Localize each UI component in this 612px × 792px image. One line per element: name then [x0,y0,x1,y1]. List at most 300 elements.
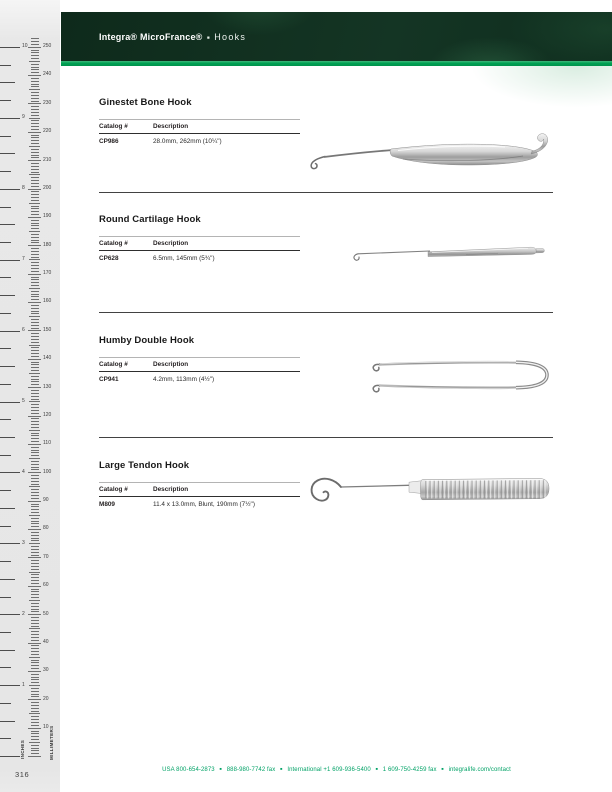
mm-tick [31,433,39,434]
mm-tick [31,535,39,536]
mm-tick [31,441,39,442]
mm-tick [31,67,39,68]
inch-tick [0,384,11,385]
mm-tick [31,469,39,470]
mm-tick [31,64,39,65]
description-cell: 11.4 x 13.0mm, Blunt, 190mm (7½") [153,500,255,508]
mm-tick [31,731,39,732]
mm-tick [31,296,39,297]
product-image-ginestet-bone-hook [303,121,561,183]
mm-tick [28,330,41,331]
mm-tick [31,157,39,158]
catalog-table [99,482,300,508]
mm-tick [31,526,39,527]
inch-tick [0,703,11,704]
mm-tick [31,242,39,243]
page-number: 316 [15,770,30,779]
mm-tick [31,137,39,138]
mm-label: 140 [43,355,52,362]
mm-tick [31,679,39,680]
mm-tick [31,277,39,278]
mm-tick [31,611,39,612]
catalog-table [99,357,300,383]
mm-tick [31,322,39,323]
mm-tick [31,452,39,453]
product-section-large-tendon-hook [99,460,309,508]
table-header-row [99,357,300,372]
mm-tick [31,384,39,385]
mm-tick [31,654,39,655]
inch-tick [0,738,11,739]
inch-label: 1 [22,681,25,688]
product-section-humby-double-hook [99,335,309,383]
mm-tick [29,515,40,516]
mm-tick [31,211,39,212]
mm-tick [31,336,39,337]
inch-tick [0,508,15,509]
inch-tick [0,171,11,172]
mm-tick [31,135,39,136]
mm-tick [31,711,39,712]
square-bullet-icon: ■ [207,34,210,40]
mm-tick [31,81,39,82]
mm-label: 50 [43,610,49,617]
mm-label: 40 [43,638,49,645]
mm-tick [29,628,40,629]
mm-tick [31,240,39,241]
mm-tick [31,495,39,496]
mm-tick [31,106,39,107]
mm-tick [28,444,41,445]
mm-tick [31,594,39,595]
mm-tick [31,418,39,419]
mm-tick [31,271,39,272]
footer-phone-international: International +1 609-936-5400 [287,767,371,773]
inch-label: 9 [22,114,25,121]
square-bullet-icon: ■ [441,767,444,771]
mm-tick [31,328,39,329]
inch-tick [0,100,11,101]
inch-tick [0,47,20,48]
table-header-row [99,482,300,497]
mm-tick [31,101,39,102]
product-section-round-cartilage-hook [99,214,309,262]
mm-tick [29,572,40,573]
mm-tick [31,640,39,641]
mm-tick [31,180,39,181]
mm-tick [31,279,39,280]
mm-tick [31,123,39,124]
mm-tick [31,739,39,740]
mm-tick [31,702,39,703]
mm-tick [28,557,41,558]
mm-tick [28,359,41,360]
catalog-number-cell: CP986 [99,137,119,145]
mm-tick [31,750,39,751]
header-glow-decoration [470,66,612,108]
mm-tick [31,254,39,255]
mm-tick [28,643,41,644]
mm-label: 210 [43,156,52,163]
mm-tick [31,376,39,377]
mm-tick [31,237,39,238]
mm-tick [31,560,39,561]
description-cell: 28.0mm, 262mm (10¼") [153,137,222,145]
mm-tick [31,339,39,340]
mm-tick [31,467,39,468]
mm-tick [31,223,39,224]
mm-tick [31,41,39,42]
mm-label: 30 [43,667,49,674]
column-header-catalog: Catalog # [99,485,128,493]
mm-tick [31,725,39,726]
mm-tick [31,745,39,746]
mm-tick [29,118,40,119]
table-header-row [99,119,300,134]
mm-tick [31,591,39,592]
mm-tick [31,396,39,397]
inch-tick [0,543,20,544]
inch-tick [0,526,11,527]
inch-tick [0,224,15,225]
mm-label: 220 [43,128,52,135]
mm-tick [31,580,39,581]
mm-tick [31,753,39,754]
inch-tick [0,402,20,403]
mm-tick [31,228,39,229]
inch-tick [0,667,11,668]
mm-tick [31,736,39,737]
inch-tick [0,313,11,314]
mm-tick [31,350,39,351]
inch-tick [0,632,11,633]
mm-tick [29,430,40,431]
mm-tick [31,92,39,93]
product-image-humby-double-hook [366,353,556,397]
mm-tick [31,461,39,462]
mm-tick [31,489,39,490]
mm-tick [31,294,39,295]
catalog-number-cell: M809 [99,500,115,508]
mm-tick [31,427,39,428]
mm-tick [31,285,39,286]
mm-tick [31,313,39,314]
mm-tick [28,586,41,587]
column-header-description: Description [153,360,189,368]
mm-tick [31,637,39,638]
mm-tick [31,589,39,590]
mm-tick [31,555,39,556]
mm-tick [28,728,41,729]
mm-label: 180 [43,241,52,248]
mm-tick [31,668,39,669]
product-image-large-tendon-hook [303,468,555,514]
inch-tick [0,650,15,651]
mm-tick [31,603,39,604]
inch-tick [0,153,15,154]
inch-tick [0,207,11,208]
mm-tick [31,577,39,578]
inches-caption: INCHES [20,739,25,759]
mm-label: 100 [43,468,52,475]
mm-tick [31,347,39,348]
mm-tick [31,498,39,499]
mm-tick [28,189,41,190]
mm-tick [31,677,39,678]
mm-label: 80 [43,525,49,532]
mm-tick [31,620,39,621]
mm-tick [31,194,39,195]
mm-label: 130 [43,383,52,390]
mm-label: 10 [43,724,49,730]
catalog-table [99,119,300,145]
mm-tick [31,214,39,215]
mm-tick [29,657,40,658]
footer-contact-link[interactable]: integralife.com/contact [448,767,511,773]
mm-tick [31,109,39,110]
mm-tick [31,569,39,570]
mm-tick [31,450,39,451]
catalog-table [99,236,300,262]
mm-tick [31,399,39,400]
mm-tick [31,546,39,547]
mm-tick [31,509,39,510]
mm-tick [31,648,39,649]
mm-tick [31,186,39,187]
mm-tick [29,486,40,487]
product-title: Ginestet Bone Hook [99,97,192,108]
mm-tick [31,55,39,56]
mm-tick [31,407,39,408]
mm-tick [31,716,39,717]
mm-tick [31,52,39,53]
mm-tick [31,438,39,439]
mm-tick [31,626,39,627]
mm-label: 70 [43,553,49,560]
mm-tick [31,86,39,87]
mm-label: 160 [43,298,52,305]
mm-tick [31,291,39,292]
mm-tick [31,617,39,618]
mm-tick [31,694,39,695]
mm-tick [31,262,39,263]
mm-tick [31,200,39,201]
mm-label: 20 [43,695,49,702]
mm-tick [31,492,39,493]
mm-tick [31,319,39,320]
mm-tick [29,713,40,714]
square-bullet-icon: ■ [375,767,378,771]
mm-tick [31,257,39,258]
mm-tick [31,72,39,73]
inch-tick [0,136,11,137]
inch-tick [0,295,15,296]
mm-tick [28,416,41,417]
mm-tick [31,379,39,380]
square-bullet-icon: ■ [219,767,222,771]
footer-fax-international: 1 609-750-4259 fax [382,767,437,773]
mm-tick [29,543,40,544]
footer-phone-usa: USA 800-654-2873 [162,767,215,773]
mm-tick [31,464,39,465]
mm-tick [28,132,41,133]
mm-tick [31,705,39,706]
mm-tick [29,89,40,90]
mm-tick [29,231,40,232]
mm-tick [31,282,39,283]
mm-tick [31,208,39,209]
mm-tick [31,532,39,533]
inch-label: 2 [22,610,25,617]
mm-tick [29,146,40,147]
mm-tick [28,614,41,615]
mm-tick [31,362,39,363]
mm-tick [31,549,39,550]
inch-tick [0,597,11,598]
inch-tick [0,437,15,438]
mm-tick [28,699,41,700]
mm-tick [31,478,39,479]
mm-tick [31,606,39,607]
inch-tick [0,472,20,473]
mm-tick [31,206,39,207]
mm-tick [31,197,39,198]
mm-tick [31,342,39,343]
column-header-catalog: Catalog # [99,122,128,130]
ruler [0,0,60,792]
mm-tick [31,563,39,564]
mm-tick [31,421,39,422]
mm-tick [31,691,39,692]
mm-tick [28,245,41,246]
mm-tick [31,523,39,524]
inch-tick [0,756,20,757]
mm-tick [31,722,39,723]
mm-label: 200 [43,184,52,191]
mm-tick [28,302,41,303]
mm-label: 110 [43,440,51,447]
mm-tick [31,512,39,513]
inch-tick [0,455,11,456]
mm-tick [31,518,39,519]
inch-tick [0,561,11,562]
mm-tick [29,458,40,459]
mm-tick [31,404,39,405]
mm-tick [31,333,39,334]
inch-tick [0,348,11,349]
mm-tick [31,177,39,178]
mm-tick [28,274,41,275]
mm-label: 150 [43,326,52,333]
mm-tick [31,364,39,365]
inch-tick [0,189,20,190]
mm-tick [31,112,39,113]
mm-tick [31,234,39,235]
brand-name: Integra® MicroFrance® [99,31,203,42]
mm-tick [31,353,39,354]
product-section-ginestet-bone-hook [99,97,309,145]
mm-tick [31,163,39,164]
page-header [61,12,612,61]
millimeters-caption: MILLIMETERS [49,725,54,760]
mm-tick [31,651,39,652]
mm-tick [31,475,39,476]
mm-tick [31,115,39,116]
mm-tick [31,540,39,541]
mm-label: 120 [43,411,52,418]
ruler-sidebar [0,0,60,792]
inch-label: 5 [22,397,25,404]
product-title: Round Cartilage Hook [99,214,201,225]
mm-tick [31,708,39,709]
mm-tick [31,183,39,184]
mm-tick [29,401,40,402]
mm-tick [31,424,39,425]
mm-tick [31,447,39,448]
mm-tick [31,674,39,675]
column-header-catalog: Catalog # [99,239,128,247]
footer-fax-usa: 888-980-7742 fax [226,767,276,773]
mm-tick [29,373,40,374]
mm-label: 90 [43,497,49,503]
mm-tick [31,155,39,156]
mm-tick [31,662,39,663]
mm-tick [31,682,39,683]
inch-tick [0,579,15,580]
inch-label: 4 [22,468,25,475]
inch-tick [0,490,11,491]
mm-tick [29,742,40,743]
mm-label: 240 [43,71,52,78]
square-bullet-icon: ■ [280,767,283,771]
mm-tick [29,600,40,601]
product-image-round-cartilage-hook [348,242,548,266]
inch-tick [0,614,20,615]
inch-tick [0,118,20,119]
inch-tick [0,242,11,243]
mm-tick [31,609,39,610]
inch-label: 3 [22,539,25,546]
mm-tick [31,225,39,226]
mm-tick [31,50,39,51]
mm-tick [31,645,39,646]
mm-tick [28,472,41,473]
mm-label: 190 [43,213,52,220]
mm-tick [28,47,41,48]
catalog-number-cell: CP628 [99,254,119,262]
mm-tick [31,311,39,312]
mm-tick [31,149,39,150]
mm-tick [31,129,39,130]
mm-tick [31,248,39,249]
mm-tick [31,251,39,252]
mm-tick [29,259,40,260]
mm-tick [31,305,39,306]
mm-tick [31,152,39,153]
table-row [99,372,300,383]
column-header-description: Description [153,122,189,130]
mm-label: 230 [43,99,52,106]
mm-tick [31,688,39,689]
section-name: Hooks [214,31,247,42]
mm-tick [31,583,39,584]
mm-tick [31,696,39,697]
table-header-row [99,236,300,251]
mm-tick [31,410,39,411]
mm-tick [31,166,39,167]
header-title [99,12,246,61]
mm-tick [31,413,39,414]
